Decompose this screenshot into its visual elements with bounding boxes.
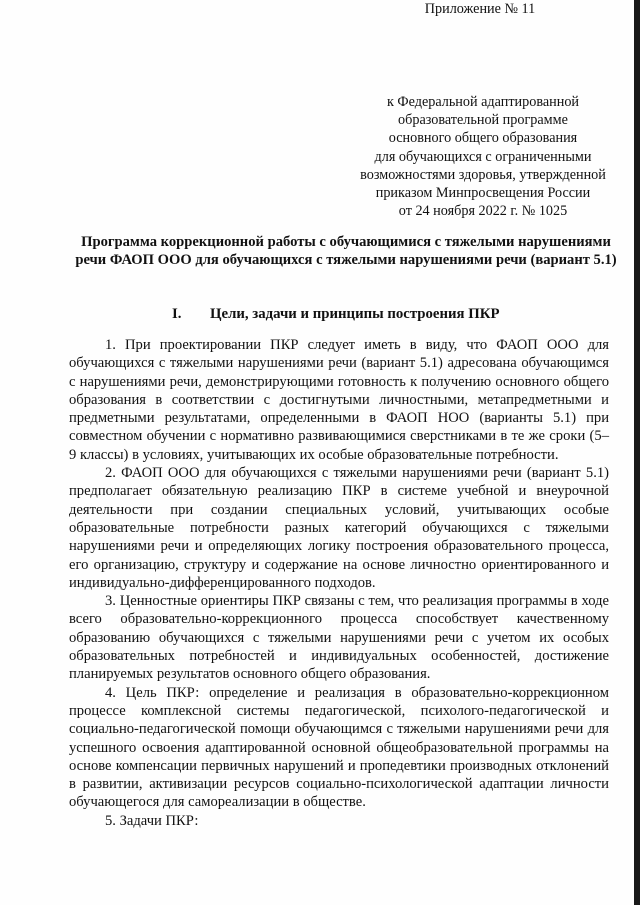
section-title: Цели, задачи и принципы построения ПКР — [210, 306, 500, 322]
appendix-line: к Федеральной адаптированной — [386, 94, 580, 110]
appendix-line: образовательной программе — [398, 112, 568, 129]
section-number: I. — [172, 306, 182, 322]
paragraph: 1. При проектировании ПКР следует иметь в виду, что ФАОП ООО для обучающихся с тяжелыми нарушениями речи (вариант 5.1) адресована обучающимся с нарушениями речи, демонстрирующими готовность к получению основного общего образования в соответствии с достигнутыми личностными, метапредметными и предметными результатами, определенными в ФАОП НОО (варианты 5.1) при совместном обучении с нормативно развивающимися сверстниками в те же сроки (5–9 классы) в условиях, учитывающих их особые образовательные потребности. — [69, 337, 609, 463]
scan-edge — [634, 0, 640, 905]
paragraph: 5. Задачи ПКР: — [105, 812, 199, 829]
appendix-line: приказом Минпросвещения России — [375, 185, 591, 202]
appendix-line: для обучающихся с ограниченными — [374, 148, 592, 165]
appendix-line: от 24 ноября 2022 г. № 1025 — [398, 203, 568, 220]
appendix-number: Приложение № 11 — [424, 1, 536, 17]
paragraph: 4. Цель ПКР: определение и реализация в образовательно-коррекционном процессе комплексной системы педагогической, психолого-педагогической и социально-педагогической помощи обучающимся с тяжелыми нарушениями речи для успешного освоения адаптированной основной общеобразовательной программы на основе компенсации первичных нарушений и пропедевтики производных отклонений в развитии, активизации ресурсов социально-психологической адаптации личности обучающегося для самореализации в обществе. — [69, 684, 609, 811]
body-text — [69, 336, 609, 830]
appendix-line: основного общего образования — [388, 130, 578, 147]
document-title: Программа коррекционной работы с обучающимися с тяжелыми нарушениями речи ФАОП ООО для обучающихся с тяжелыми нарушениями речи (вариант 5.1) — [75, 234, 617, 268]
paragraph: 2. ФАОП ООО для обучающихся с тяжелыми нарушениями речи (вариант 5.1) предполагает обязательную реализацию ПКР в системе учебной и внеурочной деятельности при создании специальных условий, учитывающих особые образовательные потребности разных категорий обучающихся с тяжелыми нарушениями речи и определяющих логику построения образовательного процесса, его организацию, структуру и содержание на основе личностно ориентированного и индивидуально-дифференцированного подходов. — [69, 465, 609, 591]
appendix-caption — [338, 93, 628, 220]
paragraph: 3. Ценностные ориентиры ПКР связаны с тем, что реализация программы в ходе всего образовательно-коррекционного процесса способствует качественному образованию обучающихся с тяжелыми нарушениями речи с учетом их особых образовательных потребностей и индивидуальных особенностей, достижение планируемых результатов основного общего образования. — [69, 593, 609, 683]
appendix-line: возможностями здоровья, утвержденной — [360, 166, 606, 183]
